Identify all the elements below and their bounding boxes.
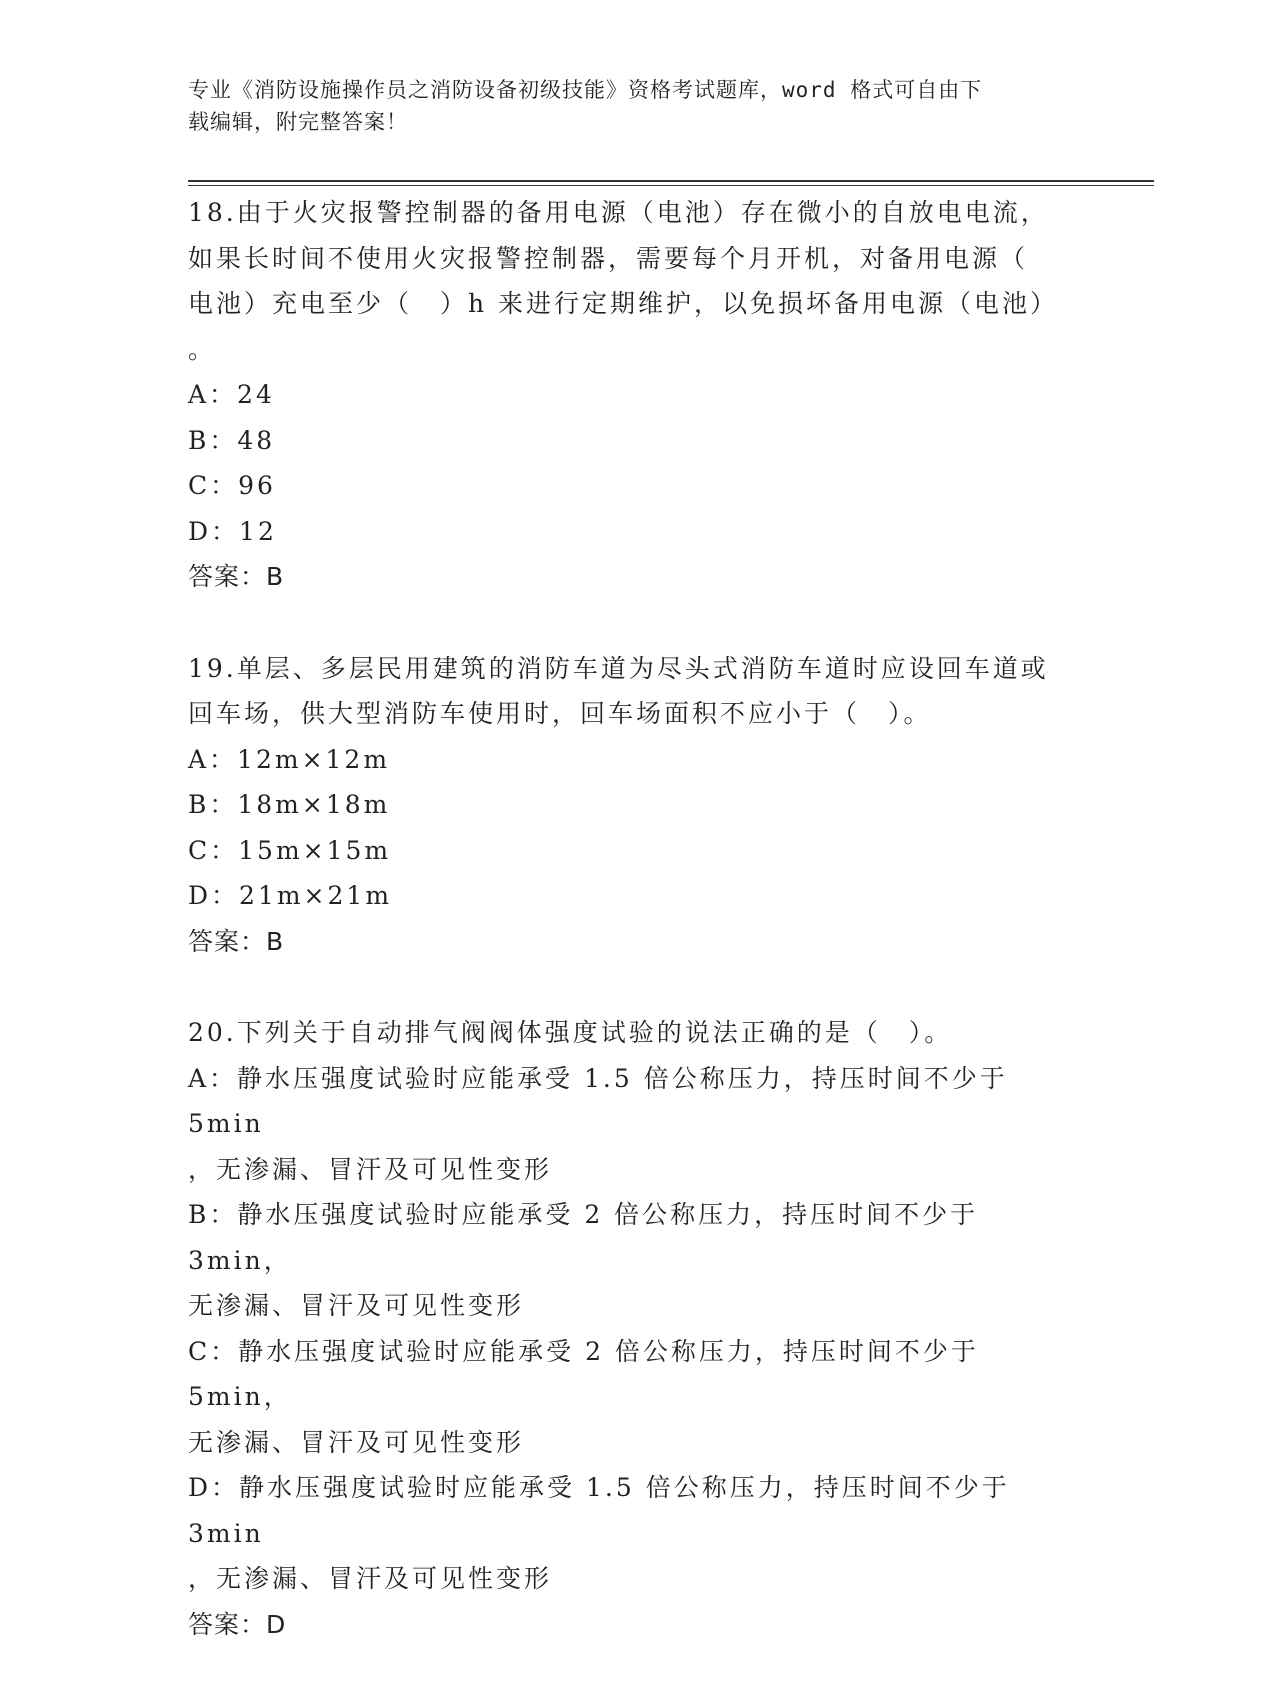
option-b (188, 1192, 1088, 1329)
option-line: 无渗漏、冒汗及可见性变形 (188, 1291, 525, 1320)
question-text (188, 646, 1088, 737)
option-line: A：静水压强度试验时应能承受 1.5 倍公称压力，持压时间不少于 5min (188, 1063, 1008, 1138)
option-line: C：96 (188, 471, 276, 500)
option-c (188, 463, 1088, 509)
option-d (188, 1465, 1088, 1602)
option-line: D：12 (188, 516, 277, 546)
option-a (188, 1056, 1088, 1193)
question-line: 如果长时间不使用火灾报警控制器，需要每个月开机，对备用电源（ (188, 243, 1029, 273)
header-line: 专业《消防设施操作员之消防设备初级技能》资格考试题库，word 格式可自由下 (188, 78, 983, 102)
question-line: 电池）充电至少（ ）h 来进行定期维护，以免损坏备用电源（电池） (188, 289, 1059, 318)
question-line: 。 (188, 334, 217, 364)
option-b (188, 418, 1088, 464)
option-line: D：静水压强度试验时应能承受 1.5 倍公称压力，持压时间不少于 3min (188, 1473, 1010, 1548)
header-divider (188, 180, 1154, 186)
answer: 答案：B (188, 562, 285, 591)
option-a (188, 372, 1088, 418)
page-header (188, 74, 1068, 138)
option-line: D：21m×21m (188, 881, 393, 910)
question-list (188, 190, 1088, 1693)
option-d (188, 873, 1088, 919)
option-line: C：15m×15m (188, 835, 392, 865)
question-line: 回车场，供大型消防车使用时，回车场面积不应小于（ ）。 (188, 699, 932, 728)
option-b (188, 782, 1088, 828)
option-line: A：24 (188, 380, 275, 409)
option-line: A：12m×12m (188, 744, 391, 774)
option-c (188, 828, 1088, 874)
answer: 答案：D (188, 1609, 287, 1639)
question-line: 19.单层、多层民用建筑的消防车道为尽头式消防车道时应设回车道或 (188, 653, 1049, 683)
option-line: B：48 (188, 425, 276, 455)
question-line: 20.下列关于自动排气阀阀体强度试验的说法正确的是（ ）。 (188, 1018, 953, 1047)
question-text (188, 190, 1088, 372)
question-19 (188, 646, 1088, 965)
header-line: 载编辑，附完整答案！ (188, 110, 408, 134)
question-20 (188, 1010, 1088, 1647)
option-a (188, 737, 1088, 783)
option-c (188, 1329, 1088, 1466)
option-line: C：静水压强度试验时应能承受 2 倍公称压力，持压时间不少于 5min， (188, 1336, 979, 1411)
option-line: B：18m×18m (188, 790, 391, 819)
option-line: B：静水压强度试验时应能承受 2 倍公称压力，持压时间不少于 3min， (188, 1200, 979, 1275)
option-line: 无渗漏、冒汗及可见性变形 (188, 1427, 525, 1457)
question-line: 18.由于火灾报警控制器的备用电源（电池）存在微小的自放电电流， (188, 198, 1049, 227)
option-line: ，无渗漏、冒汗及可见性变形 (188, 1564, 553, 1593)
question-18 (188, 190, 1088, 600)
answer: 答案：B (188, 926, 285, 956)
option-d (188, 509, 1088, 555)
option-line: ，无渗漏、冒汗及可见性变形 (188, 1154, 553, 1184)
question-text (188, 1010, 1088, 1056)
